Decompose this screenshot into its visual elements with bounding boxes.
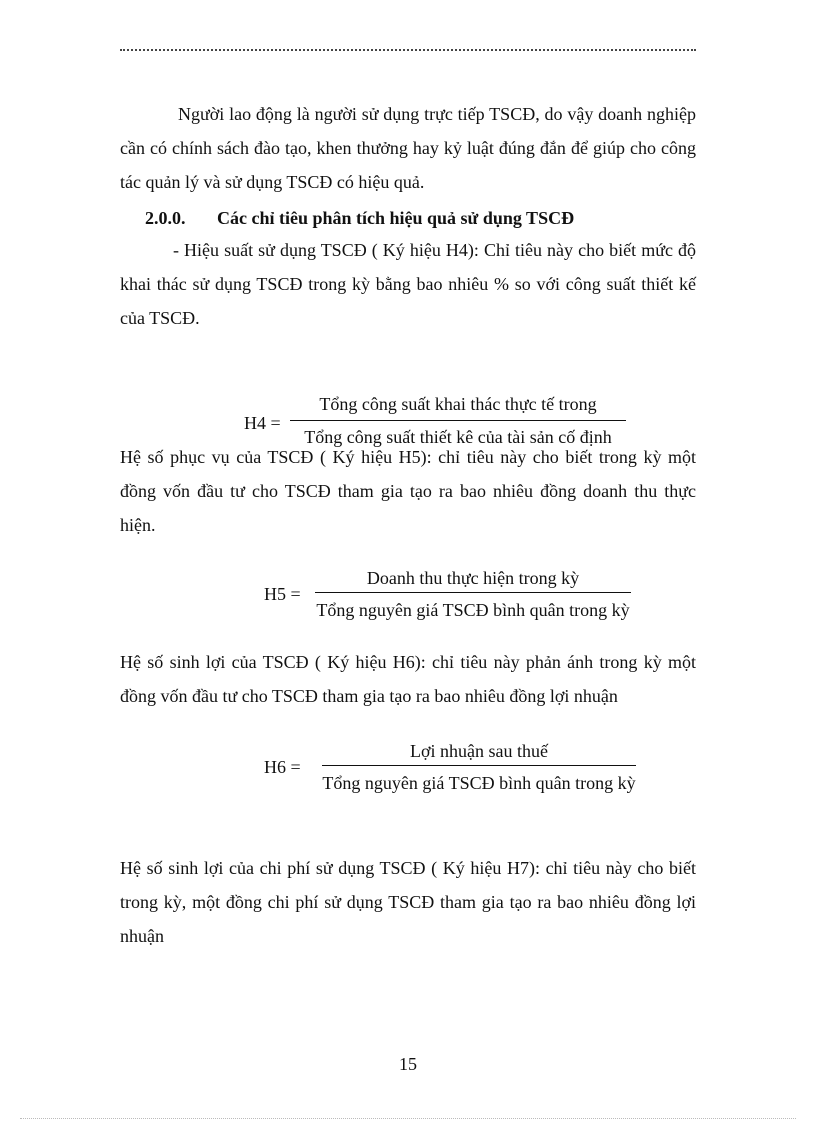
formula-h4-fraction-bar xyxy=(290,420,626,421)
formula-h5-fraction-bar xyxy=(315,592,631,593)
formula-h5-numerator: Doanh thu thực hiện trong kỳ xyxy=(366,568,580,588)
formula-h5-denominator: Tổng nguyên giá TSCĐ bình quân trong kỳ xyxy=(316,600,630,620)
paragraph-workers: Người lao động là người sử dụng trực tiếp TSCĐ, do vậy doanh nghiệp cần có chính sách đào tạo, khen thưởng hay kỷ luật đúng đắn để giúp cho công tác quản lý và sử dụng TSCĐ có hiệu quả. xyxy=(120,104,696,192)
header-dotted-rule xyxy=(120,49,696,51)
section-number: 2.0.0. xyxy=(145,208,186,228)
formula-h4-numerator: Tổng công suất khai thác thực tế trong xyxy=(319,394,597,414)
paragraph-h4: - Hiệu suất sử dụng TSCĐ ( Ký hiệu H4): Chỉ tiêu này cho biết mức độ khai thác sử dụng TSCĐ trong kỳ bằng bao nhiêu % so với công suất thiết kế của TSCĐ. xyxy=(120,240,696,328)
paragraph-h5: Hệ số phục vụ của TSCĐ ( Ký hiệu H5): chỉ tiêu này cho biết trong kỳ một đồng vốn đầu tư cho TSCĐ tham gia tạo ra bao nhiêu đồng doanh thu thực hiện. xyxy=(120,447,696,535)
formula-h6-label: H6 = xyxy=(264,757,301,777)
section-heading xyxy=(145,204,574,232)
section-title: Các chỉ tiêu phân tích hiệu quả sử dụng TSCĐ xyxy=(217,208,575,228)
page-number: 15 xyxy=(399,1054,417,1074)
footer-dotted-rule xyxy=(20,1118,796,1119)
formula-h6-denominator: Tổng nguyên giá TSCĐ bình quân trong kỳ xyxy=(322,773,636,793)
formula-h4-label: H4 = xyxy=(244,413,281,433)
formula-h4-denominator: Tổng công suất thiết kê của tài sản cố định xyxy=(304,427,612,447)
paragraph-h6: Hệ số sinh lợi của TSCĐ ( Ký hiệu H6): chỉ tiêu này phản ánh trong kỳ một đồng vốn đầu tư cho TSCĐ tham gia tạo ra bao nhiêu đồng lợi nhuận xyxy=(120,652,696,706)
formula-h6-numerator: Lợi nhuận sau thuế xyxy=(410,741,548,761)
formula-h6-fraction-bar xyxy=(322,765,636,766)
paragraph-h7: Hệ số sinh lợi của chi phí sử dụng TSCĐ ( Ký hiệu H7): chỉ tiêu này cho biết trong kỳ, một đồng chi phí sử dụng TSCĐ tham gia tạo ra bao nhiêu đồng lợi nhuận xyxy=(120,858,696,946)
formula-h5-label: H5 = xyxy=(264,584,301,604)
